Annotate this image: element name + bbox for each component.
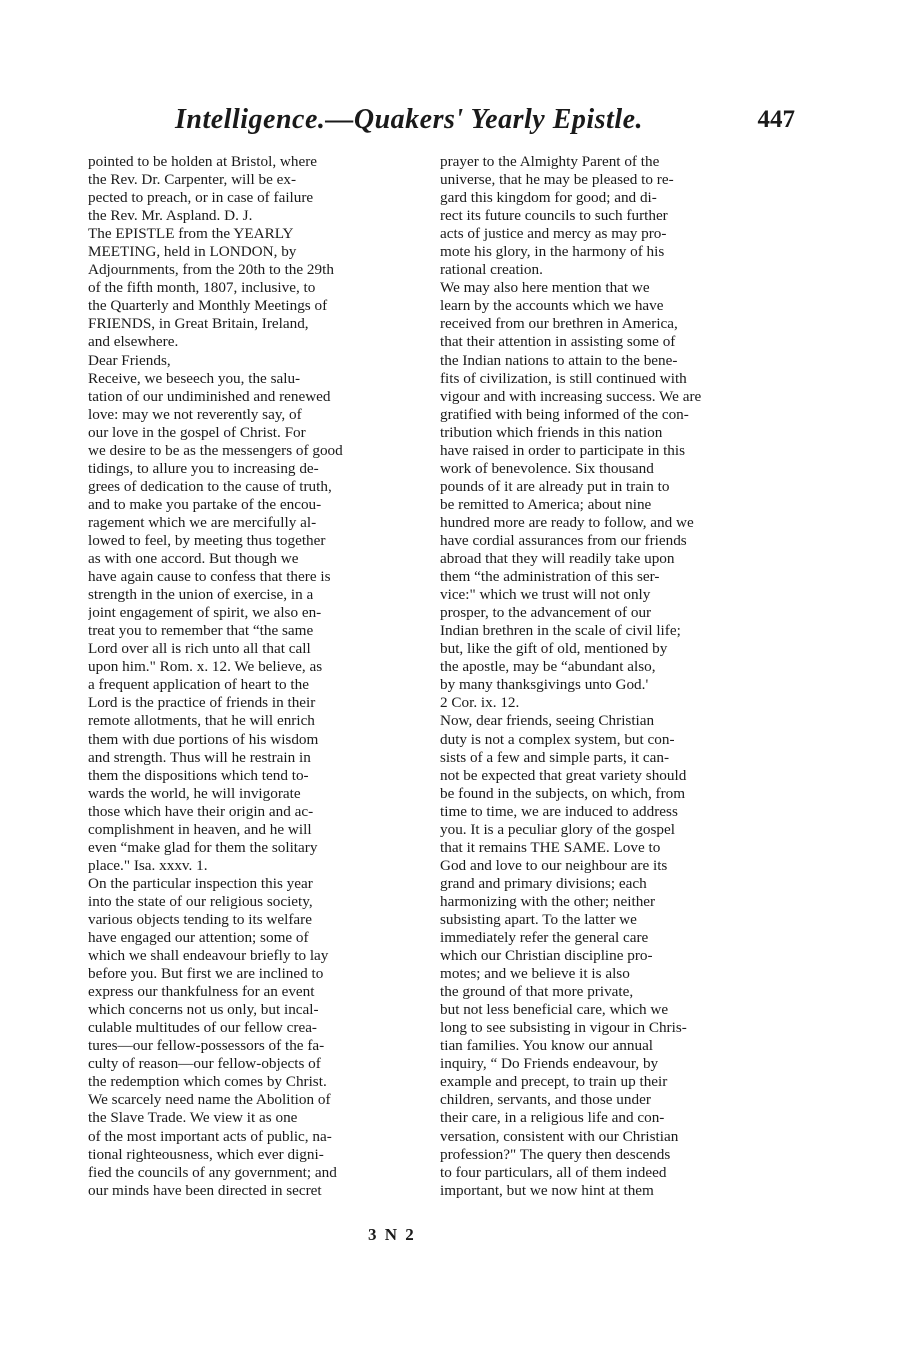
text-line: of the most important acts of public, na- [88, 1127, 332, 1145]
text-line: Indian brethren in the scale of civil life; [440, 622, 681, 640]
right-column [440, 153, 782, 1200]
text-line: grand and primary divisions; each [440, 874, 647, 892]
text-line: example and precept, to train up their [440, 1073, 668, 1091]
text-line: the redemption which comes by Christ. [88, 1073, 327, 1091]
text-line: but, like the gift of old, mentioned by [440, 640, 668, 658]
text-line: vigour and with increasing success. We are [440, 387, 702, 405]
text-line: those which have their origin and ac- [88, 802, 314, 820]
text-line: which we shall endeavour briefly to lay [88, 947, 329, 965]
left-column [88, 153, 436, 1200]
text-line: them the dispositions which tend to- [88, 766, 309, 784]
text-line: subsisting apart. To the latter we [440, 910, 637, 928]
text-line: various objects tending to its welfare [88, 910, 312, 928]
text-line: versation, consistent with our Christian [440, 1127, 679, 1145]
text-line: and to make you partake of the encou- [88, 495, 322, 513]
text-line: culable multitudes of our fellow crea- [88, 1019, 317, 1037]
text-line: wards the world, he will invigorate [88, 784, 301, 802]
text-line: love: may we not reverently say, of [88, 405, 302, 423]
text-line: which our Christian discipline pro- [440, 947, 653, 965]
text-line: tidings, to allure you to increasing de- [88, 459, 319, 477]
text-line: acts of justice and mercy as may pro- [440, 225, 667, 243]
text-line: abroad that they will readily take upon [440, 550, 675, 568]
text-line: and strength. Thus will he restrain in [88, 748, 311, 766]
text-line: the Rev. Mr. Aspland. D. J. [88, 207, 253, 225]
text-line: the ground of that more private, [440, 983, 634, 1001]
text-line: not be expected that great variety should [440, 766, 687, 784]
text-line: the Indian nations to attain to the bene- [440, 351, 678, 369]
text-line: Adjournments, from the 20th to the 29th [88, 261, 334, 279]
text-line: strength in the union of exercise, in a [88, 586, 314, 604]
text-line: immediately refer the general care [440, 929, 649, 947]
text-line: upon him." Rom. x. 12. We believe, as [88, 658, 323, 676]
text-line: into the state of our religious society, [88, 892, 313, 910]
text-line: before you. But first we are inclined to [88, 965, 324, 983]
running-title: Intelligence.—Quakers' Yearly Epistle. [175, 104, 644, 135]
text-line: motes; and we believe it is also [440, 965, 630, 983]
text-line: children, servants, and those under [440, 1091, 651, 1109]
text-line: Receive, we beseech you, the salu- [88, 369, 301, 387]
text-line: which concerns not us only, but incal- [88, 1001, 319, 1019]
text-line: tation of our undiminished and renewed [88, 387, 331, 405]
text-line: the apostle, may be “abundant also, [440, 658, 656, 676]
text-line: On the particular inspection this year [88, 874, 313, 892]
text-line: long to see subsisting in vigour in Chris- [440, 1019, 687, 1037]
text-line: be found in the subjects, on which, from [440, 784, 686, 802]
text-line: harmonizing with the other; neither [440, 892, 656, 910]
text-line: time to time, we are induced to address [440, 802, 678, 820]
text-line: remote allotments, that he will enrich [88, 712, 315, 730]
text-line: prayer to the Almighty Parent of the [440, 153, 660, 170]
text-line: work of benevolence. Six thousand [440, 459, 654, 477]
text-line: Lord is the practice of friends in their [88, 694, 316, 712]
text-line: have raised in order to participate in this [440, 441, 686, 459]
text-line: ragement which we are mercifully al- [88, 513, 317, 531]
text-line: universe, that he may be pleased to re- [440, 171, 674, 189]
text-line: fied the councils of any government; and [88, 1163, 337, 1181]
text-line: the Slave Trade. We view it as one [88, 1109, 298, 1127]
text-line: important, but we now hint at them [440, 1181, 654, 1199]
text-line: joint engagement of spirit, we also en- [88, 604, 322, 622]
text-line: rect its future councils to such further [440, 207, 668, 225]
text-line: as with one accord. But though we [88, 550, 299, 568]
text-line: profession?" The query then descends [440, 1145, 671, 1163]
text-line: even “make glad for them the solitary [88, 838, 318, 856]
text-line: express our thankfulness for an event [88, 983, 315, 1001]
text-line: have again cause to confess that there is [88, 568, 331, 586]
text-line: them with due portions of his wisdom [88, 730, 319, 748]
text-line: by many thanksgivings unto God.' [440, 676, 649, 694]
text-line: prosper, to the advancement of our [440, 604, 652, 622]
text-line: their care, in a religious life and con- [440, 1109, 665, 1127]
text-line: lowed to feel, by meeting thus together [88, 531, 326, 549]
text-line: mote his glory, in the harmony of his [440, 243, 665, 261]
text-line: be remitted to America; about nine [440, 495, 652, 513]
text-line: complishment in heaven, and he will [88, 820, 312, 838]
text-line: We scarcely need name the Abolition of [88, 1091, 331, 1109]
text-line: Now, dear friends, seeing Christian [440, 712, 655, 730]
text-line: inquiry, “ Do Friends endeavour, by [440, 1055, 659, 1073]
text-line: tian families. You know our annual [440, 1037, 654, 1055]
text-line: pointed to be holden at Bristol, where [88, 153, 318, 170]
text-line: duty is not a complex system, but con- [440, 730, 675, 748]
text-line: gard this kingdom for good; and di- [440, 189, 657, 207]
text-line: and elsewhere. [88, 333, 179, 351]
text-line: FRIENDS, in Great Britain, Ireland, [88, 315, 309, 333]
text-line: that their attention in assisting some of [440, 333, 676, 351]
text-line: vice:" which we trust will not only [440, 586, 651, 604]
text-line: to four particulars, all of them indeed [440, 1163, 667, 1181]
text-line: of the fifth month, 1807, inclusive, to [88, 279, 316, 297]
text-line: learn by the accounts which we have [440, 297, 664, 315]
text-line: grees of dedication to the cause of truth, [88, 477, 332, 495]
text-line: received from our brethren in America, [440, 315, 678, 333]
text-line: rational creation. [440, 261, 543, 279]
text-line: MEETING, held in LONDON, by [88, 243, 297, 261]
text-line: fits of civilization, is still continued with [440, 369, 687, 387]
text-line: The EPISTLE from the YEARLY [88, 225, 294, 243]
text-line: 2 Cor. ix. 12. [440, 694, 520, 712]
text-line: pounds of it are already put in train to [440, 477, 670, 495]
text-line: gratified with being informed of the con- [440, 405, 689, 423]
text-line: that it remains THE SAME. Love to [440, 838, 661, 856]
text-line: the Quarterly and Monthly Meetings of [88, 297, 328, 315]
text-line: a frequent application of heart to the [88, 676, 309, 694]
text-line: We may also here mention that we [440, 279, 650, 297]
text-line: culty of reason—our fellow-objects of [88, 1055, 321, 1073]
text-line: Lord over all is rich unto all that call [88, 640, 311, 658]
text-line: but not less beneficial care, which we [440, 1001, 669, 1019]
text-line: God and love to our neighbour are its [440, 856, 668, 874]
running-header [175, 104, 795, 144]
text-line: our minds have been directed in secret [88, 1181, 322, 1199]
page-number: 447 [757, 106, 795, 133]
text-line: treat you to remember that “the same [88, 622, 314, 640]
text-line: them “the administration of this ser- [440, 568, 660, 586]
text-line: tribution which friends in this nation [440, 423, 663, 441]
text-line: you. It is a peculiar glory of the gospel [440, 820, 675, 838]
text-line: Dear Friends, [88, 351, 171, 369]
text-line: tures—our fellow-possessors of the fa- [88, 1037, 325, 1055]
text-line: hundred more are ready to follow, and we [440, 513, 694, 531]
text-line: we desire to be as the messengers of good [88, 441, 343, 459]
text-line: have cordial assurances from our friends [440, 531, 687, 549]
text-line: our love in the gospel of Christ. For [88, 423, 306, 441]
text-line: pected to preach, or in case of failure [88, 189, 314, 207]
text-line: have engaged our attention; some of [88, 929, 309, 947]
text-line: tional righteousness, which ever digni- [88, 1145, 324, 1163]
text-line: place." Isa. xxxv. 1. [88, 856, 208, 874]
text-line: the Rev. Dr. Carpenter, will be ex- [88, 171, 297, 189]
printer-signature: 3 N 2 [368, 1225, 416, 1244]
text-line: sists of a few and simple parts, it can- [440, 748, 670, 766]
